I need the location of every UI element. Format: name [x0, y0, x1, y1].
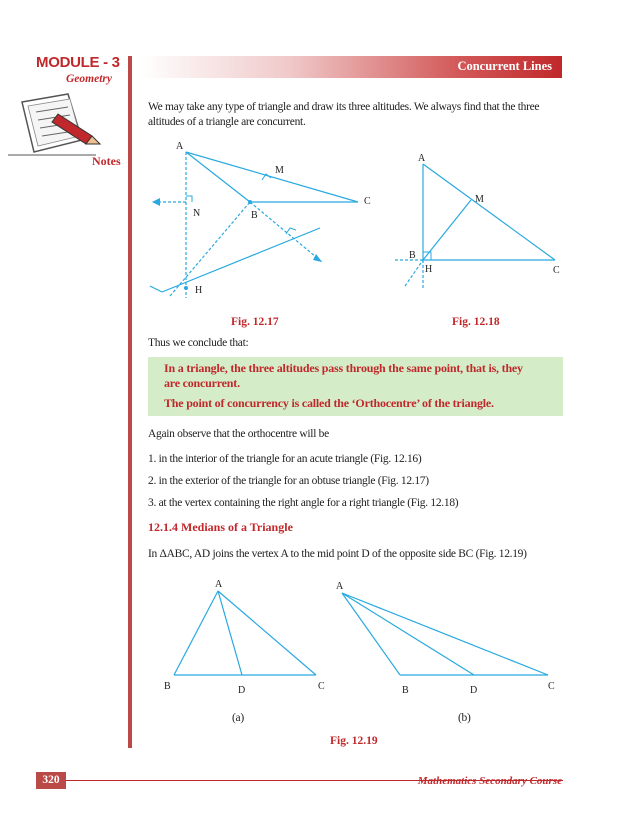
fig19b-label-d: D	[470, 685, 478, 695]
fig19b-label-c: C	[548, 681, 555, 692]
fig17-label-b: B	[251, 210, 258, 221]
fig19a-label-d: D	[238, 685, 246, 695]
subject-label: Geometry	[66, 73, 112, 85]
median-ad	[218, 591, 242, 675]
side-ab	[174, 591, 218, 675]
side-ab	[342, 593, 400, 675]
fig18-label-a: A	[418, 153, 426, 164]
chapter-header-bar	[140, 56, 562, 78]
fig18-label-c: C	[553, 265, 560, 276]
arrowhead-down	[313, 254, 322, 262]
figure-12-17	[140, 138, 380, 308]
altitude-bm	[423, 200, 471, 260]
page-number: 320	[36, 772, 66, 789]
course-title: Mathematics Secondary Course	[417, 775, 562, 787]
ab-extension	[170, 202, 250, 296]
intro-line-2: altitudes of a triangle are concurrent.	[148, 116, 306, 128]
fig-12-18-caption: Fig. 12.18	[452, 316, 500, 328]
observe-text: Again observe that the orthocentre will be	[148, 428, 329, 440]
figure-12-19a	[160, 575, 340, 695]
fig17-label-a: A	[176, 141, 184, 152]
fig19b-sub: (b)	[458, 712, 471, 724]
side-ac	[218, 591, 316, 675]
side-ac	[186, 152, 358, 202]
fig18-label-b: B	[409, 250, 416, 261]
highlight-box	[148, 357, 563, 416]
fig-12-17-caption: Fig. 12.17	[231, 316, 279, 328]
highlight-line-1: In a triangle, the three altitudes pass through the same point, that is, they	[164, 361, 523, 375]
medians-text: In ΔABC, AD joins the vertex A to the mid point D of the opposite side BC (Fig. 12.19)	[148, 548, 527, 560]
side-ab	[186, 152, 250, 202]
fig18-label-m: M	[475, 194, 484, 205]
fig19a-label-a: A	[215, 579, 223, 590]
fig19a-label-b: B	[164, 681, 171, 692]
intro-line-1: We may take any type of triangle and draw its three altitudes. We always find that the three	[148, 101, 540, 113]
highlight-line-3: The point of concurrency is called the ‘Orthocentre’ of the triangle.	[164, 396, 494, 410]
fig19b-label-b: B	[402, 685, 409, 695]
figure-12-19b	[330, 575, 565, 695]
list-item-2: 2. in the exterior of the triangle for an obtuse triangle (Fig. 12.17)	[148, 475, 429, 487]
fig19b-label-a: A	[336, 581, 344, 592]
side-ac	[423, 164, 555, 260]
arrowhead-left	[152, 198, 160, 206]
fig17-label-c: C	[364, 196, 371, 207]
fig19a-sub: (a)	[232, 712, 244, 724]
fig19a-label-c: C	[318, 681, 325, 692]
fig17-label-h: H	[195, 285, 203, 296]
figure-12-18	[395, 148, 570, 293]
side-ac	[342, 593, 548, 675]
fig17-label-n: N	[193, 208, 201, 219]
chapter-title: Concurrent Lines	[457, 59, 552, 73]
module-label: MODULE - 3	[36, 54, 120, 71]
conclude-text: Thus we conclude that:	[148, 337, 249, 349]
fig-12-19-caption: Fig. 12.19	[330, 735, 378, 747]
margin-divider	[128, 56, 132, 748]
list-item-1: 1. in the interior of the triangle for an acute triangle (Fig. 12.16)	[148, 453, 422, 465]
fig18-label-h: H	[425, 264, 433, 275]
list-item-3: 3. at the vertex containing the right angle for a right triangle (Fig. 12.18)	[148, 497, 459, 509]
highlight-line-2: are concurrent.	[164, 376, 240, 390]
median-ad	[342, 593, 474, 675]
fig17-label-m: M	[275, 165, 284, 176]
section-title: 12.1.4 Medians of a Triangle	[148, 520, 293, 534]
notes-label: Notes	[92, 154, 121, 168]
